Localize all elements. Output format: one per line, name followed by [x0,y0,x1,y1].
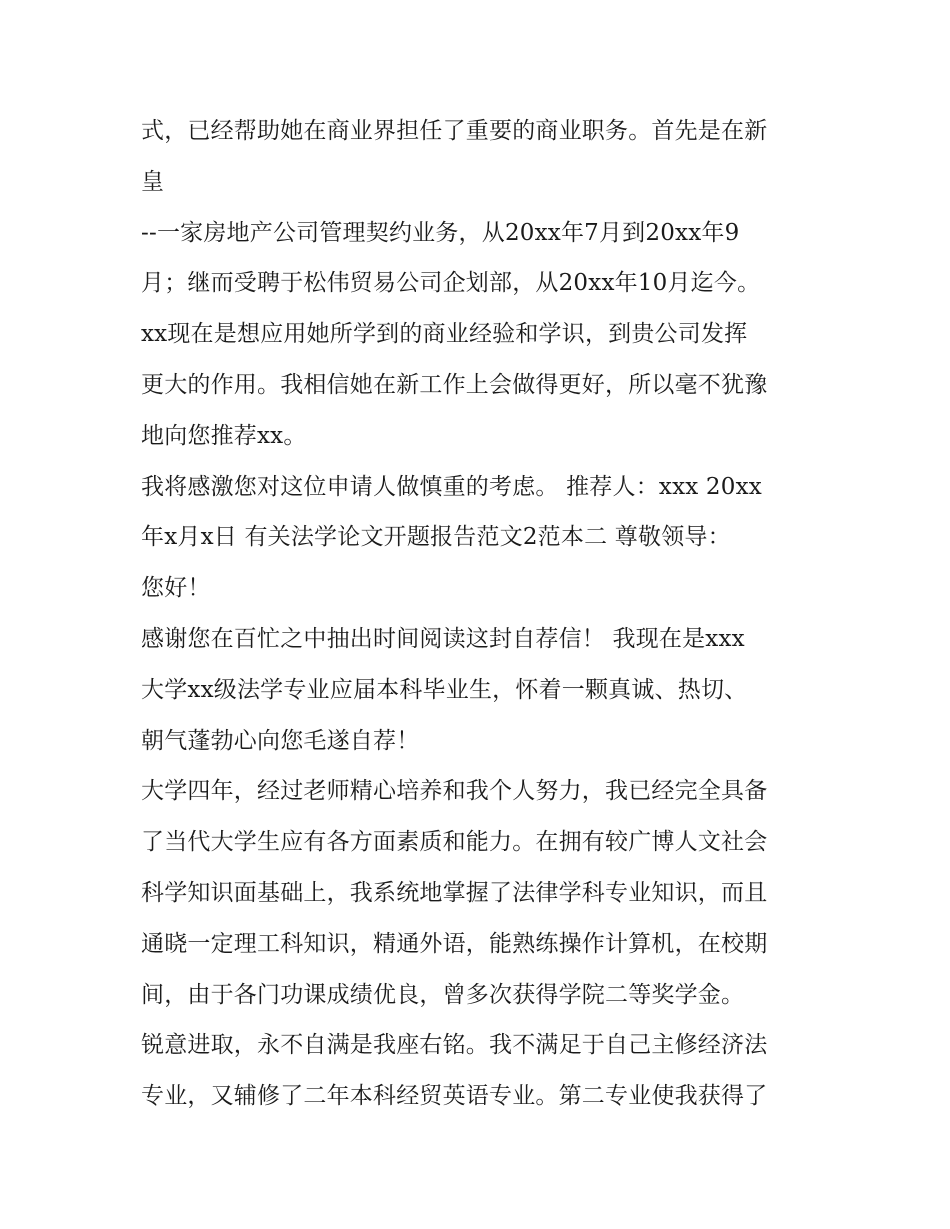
text-line: 式，已经帮助她在商业界担任了重要的商业职务。首先是在新 [141,118,768,144]
text-line: 科学知识面基础上，我系统地掌握了法律学科专业知识，而且 [141,879,768,906]
text-line: 大学xx级法学专业应届本科毕业生，怀着一颗真诚、热切、 [141,676,748,703]
document-body [141,106,821,1122]
text-line: 皇 [141,168,165,195]
text-line: 了当代大学生应有各方面素质和能力。在拥有较广博人文社会 [141,829,768,856]
text-line: 月；继而受聘于松伟贸易公司企划部，从20xx年10月迄今。 [141,270,761,297]
text-line: 地向您推荐xx。 [141,422,307,449]
text-line: 感谢您在百忙之中抽出时间阅读这封自荐信！ 我现在是xxx [141,625,745,652]
text-line: 朝气蓬勃心向您毛遂自荐！ [141,727,420,754]
text-line: --一家房地产公司管理契约业务，从20xx年7月到20xx年9 [141,219,740,246]
text-line: 间，由于各门功课成绩优良，曾多次获得学院二等奖学金。 [141,981,745,1008]
text-line: 我将感激您对这位申请人做慎重的考虑。 推荐人：xxx 20xx [141,473,762,500]
text-line: 您好！ [141,575,211,602]
text-line: 锐意进取，永不自满是我座右铭。我不满足于自己主修经济法 [141,1032,768,1059]
text-line: xx现在是想应用她所学到的商业经验和学识，到贵公司发挥 [141,321,748,348]
text-line: 年x月x日 有关法学论文开题报告范文2范本二 尊敬领导： [141,524,731,551]
text-line: 通晓一定理工科知识，精通外语，能熟练操作计算机，在校期 [141,930,768,957]
text-line: 更大的作用。我相信她在新工作上会做得更好，所以毫不犹豫 [141,371,768,398]
text-line: 专业，又辅修了二年本科经贸英语专业。第二专业使我获得了 [141,1083,768,1110]
text-line: 大学四年，经过老师精心培养和我个人努力，我已经完全具备 [141,778,768,805]
